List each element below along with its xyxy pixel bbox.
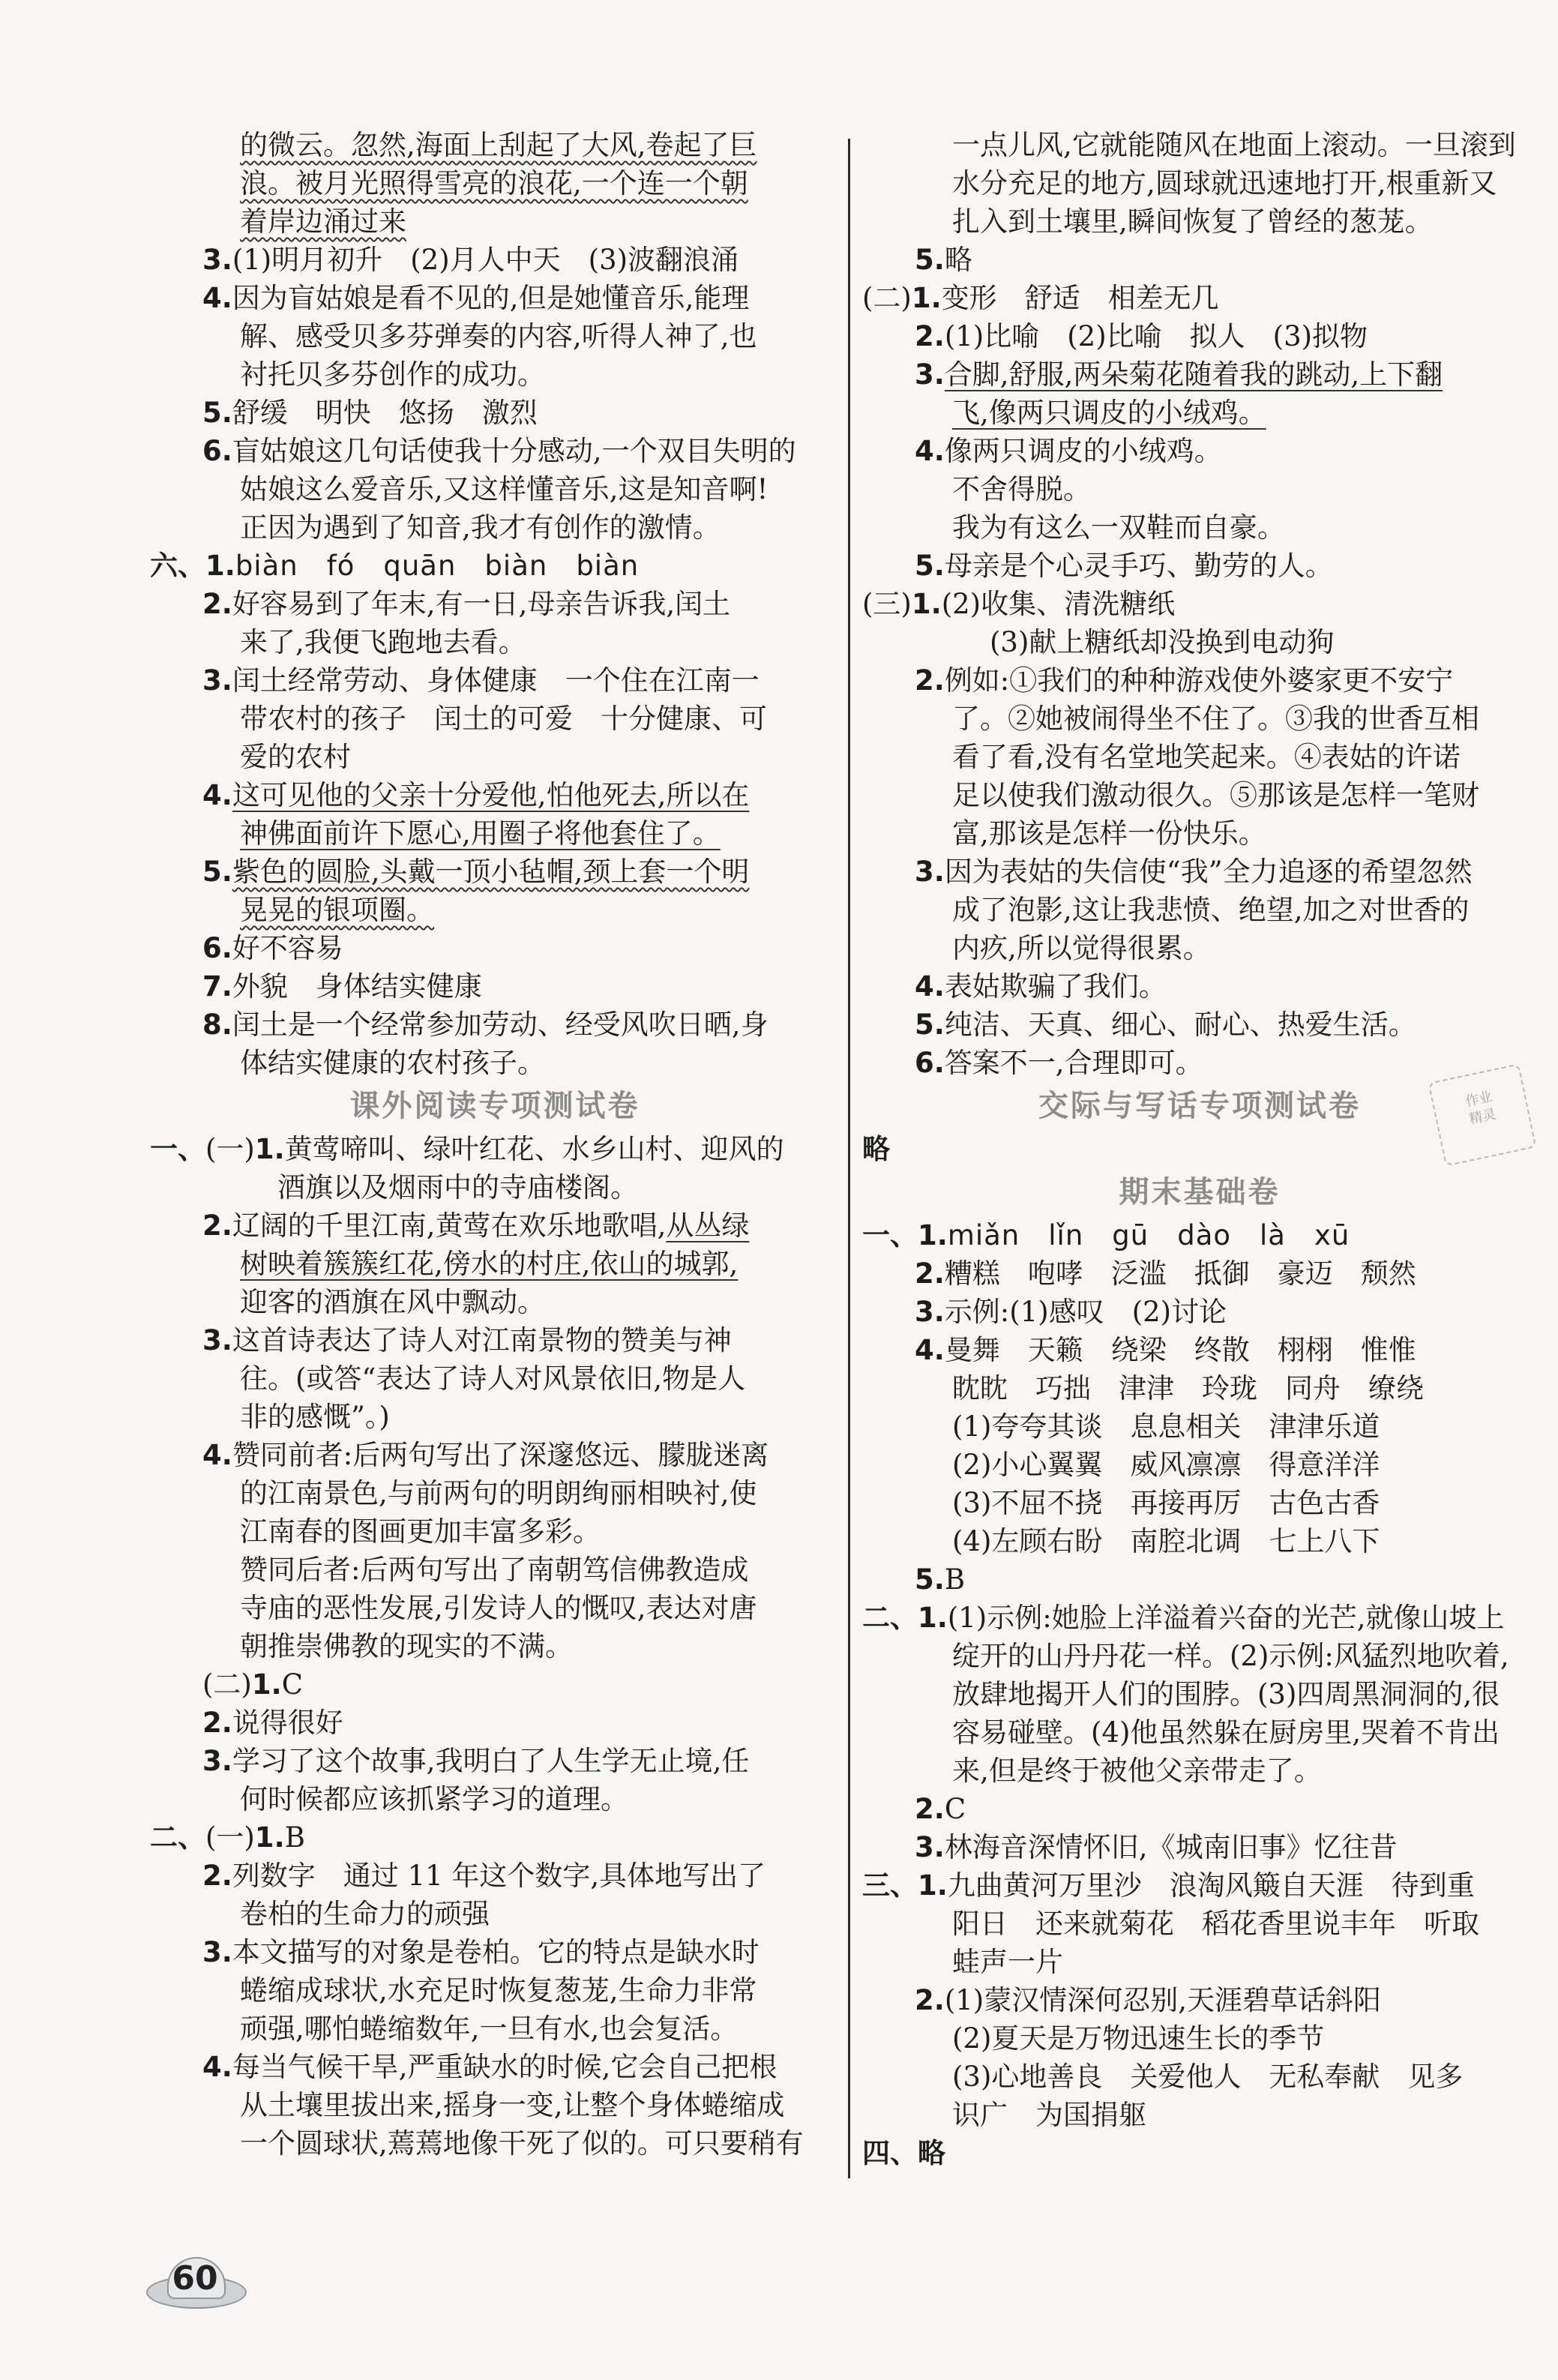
answer-text: 变形 舒适 相差无几 <box>941 282 1219 314</box>
item-number: 6. <box>915 1047 945 1079</box>
answer-line <box>150 1857 840 1895</box>
answer-text: 迎客的酒旗在风中飘动。 <box>240 1286 545 1318</box>
answer-text: 答案不一,合理即可。 <box>944 1047 1203 1079</box>
item-number: 5. <box>915 244 945 276</box>
answer-text: 合脚,舒服,两朵菊花随着我的跳动,上下翻 <box>944 358 1443 391</box>
answer-text: 的微云。忽然,海面上刮起了大风,卷起了巨 <box>240 129 757 161</box>
answer-text: 赞同前者:后两句写出了深邃悠远、朦胧迷离 <box>232 1439 769 1471</box>
item-number: 3. <box>202 1324 232 1356</box>
answer-line <box>150 470 840 508</box>
answer-line <box>150 585 840 623</box>
answer-line <box>862 1637 1537 1675</box>
column-divider <box>848 139 850 2178</box>
section-heading: 期末基础卷 <box>1119 1175 1281 1209</box>
answer-line <box>862 2096 1537 2134</box>
answer-text: 富,那该是怎样一份快乐。 <box>952 817 1266 850</box>
answer-line <box>862 1369 1537 1407</box>
answer-line <box>862 1560 1537 1599</box>
answer-text: 非的感慨”。) <box>240 1401 390 1433</box>
answer-line <box>150 1006 840 1044</box>
answer-line <box>862 776 1537 814</box>
answer-text: 体结实健康的农村孩子。 <box>240 1047 545 1079</box>
item-number: 5. <box>202 856 232 888</box>
answer-text: 往。(或答“表达了诗人对风景依旧,物是人 <box>240 1362 746 1395</box>
answer-text: 例如:①我们的种种游戏使外婆家更不安宁 <box>944 664 1454 697</box>
answer-text: 晃晃的银项圈。 <box>240 894 434 926</box>
answer-line <box>150 241 840 279</box>
answer-text: 一个圆球状,蔫蔫地像干死了似的。可只要稍有 <box>240 2127 804 2160</box>
item-number: 四、略 <box>862 2137 945 2169</box>
answer-line <box>862 1866 1537 1905</box>
answer-text: 蛙声一片 <box>952 1946 1063 1978</box>
answer-text: 解、感受贝多芬弹奏的内容,听得人神了,也 <box>240 320 757 352</box>
answer-text: 成了泡影,这让我悲愤、绝望,加之对世香的 <box>952 894 1470 926</box>
answer-line <box>862 547 1537 585</box>
answer-text: (2)收集、清洗糖纸 <box>941 588 1176 620</box>
stamp-line: 精灵 <box>1467 1106 1498 1128</box>
answer-line <box>150 1321 840 1359</box>
answer-line <box>150 1665 840 1704</box>
item-number: 六、1. <box>150 550 235 582</box>
item-number: 5. <box>915 1563 945 1596</box>
item-number: 3. <box>202 664 232 697</box>
item-number: 略 <box>862 1133 890 1165</box>
stamp-line: 作业 <box>1464 1088 1494 1110</box>
answer-line <box>862 1006 1537 1044</box>
answer-text: 闰土经常劳动、身体健康 一个住在江南一 <box>232 664 760 697</box>
answer-line <box>862 1905 1537 1943</box>
answer-text: 着岸边涌过来 <box>240 205 406 238</box>
answer-line <box>150 1512 840 1551</box>
answer-line <box>862 2058 1537 2096</box>
item-number: 4. <box>202 779 232 811</box>
answer-line <box>862 432 1537 470</box>
answer-line <box>862 1752 1537 1790</box>
answer-text: (2)夏天是万物迅速生长的季节 <box>952 2022 1325 2055</box>
item-number: 5. <box>202 397 232 429</box>
item-number: 8. <box>202 1009 232 1041</box>
answer-text: 卷柏的生命力的顽强 <box>240 1898 490 1930</box>
answer-text: 不舍得脱。 <box>952 473 1091 505</box>
answer-line <box>862 738 1537 776</box>
answer-line <box>150 164 840 202</box>
answer-text: 因为盲姑娘是看不见的,但是她懂音乐,能理 <box>232 282 750 314</box>
answer-line <box>862 164 1537 202</box>
answer-text: 蜷缩成球状,水充足时恢复葱茏,生命力非常 <box>240 1974 757 2007</box>
answer-text: 江南春的图画更加丰富多彩。 <box>240 1515 601 1548</box>
answer-text: 来,但是终于被他父亲带走了。 <box>952 1755 1322 1787</box>
answer-text: 了。②她被闹得坐不住了。③我的世香互相 <box>952 703 1479 735</box>
answer-line <box>862 1130 1537 1168</box>
answer-line <box>862 241 1537 279</box>
item-number: 3. <box>915 856 945 888</box>
answer-line <box>862 1407 1537 1446</box>
answer-text: 闰土是一个经常参加劳动、经受风吹日晒,身 <box>232 1009 769 1041</box>
answer-line <box>150 1130 840 1168</box>
answer-text: 说得很好 <box>232 1707 343 1739</box>
answer-line <box>862 279 1537 317</box>
item-number: 2. <box>915 1793 945 1825</box>
answer-text: 识广 为国捐躯 <box>952 2099 1146 2131</box>
answer-text: 姑娘这么爱音乐,又这样懂音乐,这是知音啊! <box>240 473 769 505</box>
answer-text: 辽阔的千里江南,黄莺在欢乐地歌唱, <box>232 1209 667 1242</box>
answer-text: 正因为遇到了知音,我才有创作的激情。 <box>240 511 721 544</box>
item-number: 3. <box>915 1296 945 1328</box>
answer-text: 寺庙的恶性发展,引发诗人的慨叹,表达对唐 <box>240 1592 757 1624</box>
item-number: 5. <box>915 1009 945 1041</box>
answer-line <box>150 1704 840 1742</box>
item-number: 4. <box>915 1334 945 1366</box>
answer-text: 内疚,所以觉得很累。 <box>952 932 1211 964</box>
answer-text: 九曲黄河万里沙 浪淘风簸自天涯 待到重 <box>947 1869 1475 1902</box>
answer-line <box>862 661 1537 700</box>
answer-line <box>862 317 1537 355</box>
item-number: 3. <box>915 1831 945 1863</box>
item-number: 一、 <box>150 1133 205 1165</box>
answer-line <box>862 967 1537 1006</box>
answer-text: 从丛绿 <box>666 1209 750 1242</box>
answer-line <box>862 700 1537 738</box>
answer-text: (一) <box>205 1821 255 1854</box>
answer-text: 好不容易 <box>232 932 343 964</box>
item-number: 2. <box>915 320 945 352</box>
item-number: 一、1. <box>862 1219 948 1251</box>
answer-text: 列数字 通过 11 年这个数字,具体地写出了 <box>232 1860 766 1892</box>
item-number: 1. <box>911 282 942 314</box>
answer-line <box>150 508 840 547</box>
answer-line <box>862 394 1537 432</box>
answer-text: 一点儿风,它就能随风在地面上滚动。一旦滚到 <box>952 129 1516 161</box>
answer-line <box>862 1254 1537 1293</box>
answer-line <box>150 317 840 355</box>
item-number: 6. <box>202 932 232 964</box>
answer-line <box>862 1599 1537 1637</box>
answer-text: 因为表姑的失信使“我”全力追逐的希望忽然 <box>944 856 1473 888</box>
answer-text: 从土壤里拔出来,摇身一变,让整个身体蜷缩成 <box>240 2089 785 2121</box>
answer-line <box>862 2019 1537 2058</box>
answer-text: 母亲是个心灵手巧、勤劳的人。 <box>944 550 1333 582</box>
item-number: 3. <box>202 244 232 276</box>
item-number: 2. <box>202 588 232 620</box>
answer-line <box>150 2010 840 2048</box>
answer-text: 带农村的孩子 闰土的可爱 十分健康、可 <box>240 703 767 735</box>
answer-line <box>862 1044 1537 1082</box>
answer-text: (二) <box>202 1668 252 1701</box>
answer-line <box>862 126 1537 164</box>
answer-line <box>862 1216 1537 1254</box>
answer-line <box>150 1551 840 1589</box>
answer-text: (4)左顾右盼 南腔北调 七上八下 <box>952 1525 1380 1557</box>
answer-text: 表姑欺骗了我们。 <box>944 970 1167 1003</box>
answer-line <box>150 2086 840 2124</box>
answer-line <box>150 738 840 776</box>
answer-line <box>150 1359 840 1398</box>
answer-text: 学习了这个故事,我明白了人生学无止境,任 <box>232 1745 750 1777</box>
answer-line <box>150 394 840 432</box>
answer-text: 酒旗以及烟雨中的寺庙楼阁。 <box>277 1171 638 1203</box>
answer-line <box>862 623 1537 661</box>
answer-line <box>150 700 840 738</box>
answer-line <box>150 1398 840 1436</box>
answer-line <box>862 2134 1537 2172</box>
answer-text: 放肆地揭开人们的围脖。(3)四周黑洞洞的,很 <box>952 1678 1500 1710</box>
page-number: 60 <box>172 2259 218 2298</box>
answer-text: 来了,我便飞跑地去看。 <box>240 626 526 658</box>
answer-line <box>862 814 1537 853</box>
answer-line <box>150 661 840 700</box>
item-number: 二、 <box>150 1821 205 1854</box>
answer-line <box>150 1971 840 2010</box>
answer-text: 好容易到了年末,有一日,母亲告诉我,闰土 <box>232 588 731 620</box>
answer-text: 足以使我们激动很久。⑤那该是怎样一笔财 <box>952 779 1479 811</box>
item-number: 3. <box>915 358 945 391</box>
answer-text: 朝推崇佛教的现实的不满。 <box>240 1630 573 1662</box>
answer-text: 飞,像两只调皮的小绒鸡。 <box>952 397 1266 429</box>
answer-text: 眈眈 巧拙 津津 玲珑 同舟 缭绕 <box>952 1372 1424 1404</box>
answer-text: (1)明月初升 (2)月人中天 (3)波翻浪涌 <box>232 244 739 276</box>
answer-line <box>862 1331 1537 1369</box>
answer-line <box>150 1168 840 1206</box>
answer-line <box>150 1436 840 1474</box>
item-number: 1. <box>254 1821 285 1854</box>
answer-text: 这首诗表达了诗人对江南景物的赞美与神 <box>232 1324 732 1356</box>
answer-line <box>150 1283 840 1321</box>
answer-text: (1)蒙汉情深何忍别,天涯碧草话斜阳 <box>944 1984 1381 2016</box>
answer-line <box>862 1522 1537 1560</box>
page-number-badge <box>139 2253 251 2321</box>
left-column <box>150 126 840 2163</box>
item-number: 2. <box>915 1984 945 2016</box>
answer-line <box>150 1818 840 1857</box>
answer-text: 何时候都应该抓紧学习的道理。 <box>240 1783 628 1815</box>
answer-line <box>862 853 1537 891</box>
answer-line <box>150 1895 840 1933</box>
item-number: 4. <box>202 1439 232 1471</box>
answer-text: 纯洁、天真、细心、耐心、热爱生活。 <box>944 1009 1416 1041</box>
answer-text: 舒缓 明快 悠扬 激烈 <box>232 397 538 429</box>
answer-line <box>150 2048 840 2086</box>
item-number: 1. <box>911 588 942 620</box>
item-number: 4. <box>915 970 945 1003</box>
answer-text: 糟糕 咆哮 泛滥 抵御 豪迈 颓然 <box>944 1257 1416 1290</box>
answer-line <box>150 279 840 317</box>
answer-line <box>150 1245 840 1283</box>
section-heading: 课外阅读专项测试卷 <box>349 1089 640 1123</box>
answer-text: 神佛面前许下愿心,用圈子将他套住了。 <box>240 817 721 850</box>
item-number: 1. <box>254 1133 285 1165</box>
answer-line <box>150 1206 840 1245</box>
answer-line <box>862 1446 1537 1484</box>
answer-text: (3)心地善良 关爱他人 无私奉献 见多 <box>952 2061 1464 2093</box>
item-number: 二、1. <box>862 1602 948 1634</box>
answer-line <box>150 547 840 585</box>
answer-line <box>862 470 1537 508</box>
answer-line <box>862 355 1537 394</box>
answer-line <box>150 126 840 164</box>
answer-text: 看了看,没有名堂地笑起来。④表姑的许诺 <box>952 741 1461 773</box>
item-number: 2. <box>202 1860 232 1892</box>
answer-text: 本文描写的对象是卷柏。它的特点是缺水时 <box>232 1936 760 1968</box>
answer-text: 曼舞 天籁 绕梁 终散 栩栩 惟惟 <box>944 1334 1416 1366</box>
answer-text: 外貌 身体结实健康 <box>232 970 482 1003</box>
answer-text: 这可见他的父亲十分爱他,怕他死去,所以在 <box>232 779 750 811</box>
answer-line <box>150 1627 840 1665</box>
answer-text: 衬托贝多芬创作的成功。 <box>240 358 545 391</box>
answer-line <box>150 814 840 853</box>
answer-line <box>862 1293 1537 1331</box>
right-column <box>862 126 1537 2172</box>
answer-line <box>150 776 840 814</box>
item-number: 3. <box>202 1936 232 1968</box>
answer-text: miǎn lǐn gū dào là xū <box>947 1219 1350 1251</box>
answer-line <box>150 1044 840 1082</box>
answer-text: 的江南景色,与前两句的明朗绚丽相映衬,使 <box>240 1477 757 1509</box>
answer-line <box>150 853 840 891</box>
answer-line <box>150 432 840 470</box>
answer-text: 扎入到土壤里,瞬间恢复了曾经的葱茏。 <box>952 205 1433 238</box>
answer-line <box>862 891 1537 929</box>
answer-text: C <box>281 1668 303 1701</box>
answer-text: 紫色的圆脸,头戴一顶小毡帽,颈上套一个明 <box>232 856 750 888</box>
answer-line <box>150 202 840 241</box>
answer-line <box>150 1474 840 1512</box>
item-number: 1. <box>251 1668 282 1701</box>
answer-text: 我为有这么一双鞋而自豪。 <box>952 511 1285 544</box>
answer-line <box>150 623 840 661</box>
item-number: 2. <box>915 664 945 697</box>
answer-text: (3)不屈不挠 再接再厉 古色古香 <box>952 1487 1380 1519</box>
answer-line <box>862 1713 1537 1752</box>
item-number: 6. <box>202 435 232 467</box>
answer-line <box>150 891 840 929</box>
answer-text: 顽强,哪怕蜷缩数年,一旦有水,也会复活。 <box>240 2013 739 2045</box>
answer-line <box>150 2124 840 2163</box>
answer-line <box>862 508 1537 547</box>
answer-text: (1)示例:她脸上洋溢着兴奋的光芒,就像山坡上 <box>947 1602 1505 1634</box>
item-number: 2. <box>915 1257 945 1290</box>
answer-text: 阳日 还来就菊花 稻花香里说丰年 听取 <box>952 1908 1479 1940</box>
answer-line <box>150 355 840 394</box>
item-number: 2. <box>202 1707 232 1739</box>
answer-line <box>862 1943 1537 1981</box>
answer-text: B <box>284 1821 305 1854</box>
answer-line <box>862 1484 1537 1522</box>
answer-text: 浪。被月光照得雪亮的浪花,一个连一个朝 <box>240 167 748 199</box>
answer-line <box>862 202 1537 241</box>
answer-line <box>862 1828 1537 1866</box>
answer-text: 赞同后者:后两句写出了南朝笃信佛教造成 <box>240 1554 749 1586</box>
item-number: 4. <box>915 435 945 467</box>
answer-line <box>862 1675 1537 1713</box>
answer-text: 略 <box>944 244 972 276</box>
answer-text: 林海音深情怀旧,《城南旧事》忆往昔 <box>944 1831 1398 1863</box>
answer-text: C <box>944 1793 966 1825</box>
answer-text: (一) <box>205 1133 255 1165</box>
answer-text: B <box>944 1563 966 1596</box>
answer-text: 树映着簇簇红花,傍水的村庄,依山的城郭, <box>240 1248 739 1280</box>
answer-text: 爱的农村 <box>240 741 351 773</box>
answer-text: 每当气候干旱,严重缺水的时候,它会自己把根 <box>232 2051 778 2083</box>
answer-line <box>150 1589 840 1627</box>
section-heading: 交际与写话专项测试卷 <box>1038 1089 1361 1123</box>
answer-text: 示例:(1)感叹 (2)讨论 <box>944 1296 1227 1328</box>
answer-text: 黄莺啼叫、绿叶红花、水乡山村、迎风的 <box>284 1133 784 1165</box>
answer-text: 绽开的山丹丹花一样。(2)示例:风猛烈地吹着, <box>952 1640 1509 1672</box>
answer-line <box>150 1933 840 1971</box>
answer-text: 水分充足的地方,圆球就迅速地打开,根重新又 <box>952 167 1497 199</box>
answer-text: (2)小心翼翼 威风凛凛 得意洋洋 <box>952 1449 1380 1481</box>
answer-text: (三) <box>862 588 912 620</box>
answer-line <box>862 929 1537 967</box>
answer-text: biàn fó quān biàn biàn <box>235 550 640 582</box>
answer-text: 盲姑娘这几句话使我十分感动,一个双目失明的 <box>232 435 796 467</box>
answer-text: 容易碰壁。(4)他虽然躲在厨房里,哭着不肯出 <box>952 1716 1500 1749</box>
item-number: 3. <box>202 1745 232 1777</box>
answer-line <box>862 1790 1537 1828</box>
answer-text: (1)比喻 (2)比喻 拟人 (3)拟物 <box>944 320 1368 352</box>
answer-text: (二) <box>862 282 912 314</box>
answer-line <box>862 585 1537 623</box>
answer-line <box>150 1780 840 1818</box>
answer-text: (3)献上糖纸却没换到电动狗 <box>990 626 1335 658</box>
item-number: 4. <box>202 2051 232 2083</box>
answer-line <box>150 929 840 967</box>
answer-line <box>150 967 840 1006</box>
item-number: 7. <box>202 970 232 1003</box>
answer-line <box>150 1742 840 1780</box>
answer-text: 像两只调皮的小绒鸡。 <box>944 435 1222 467</box>
item-number: 5. <box>915 550 945 582</box>
item-number: 4. <box>202 282 232 314</box>
item-number: 三、1. <box>862 1869 948 1902</box>
answer-line <box>862 1981 1537 2019</box>
answer-text: (1)夸夸其谈 息息相关 津津乐道 <box>952 1410 1380 1443</box>
item-number: 2. <box>202 1209 232 1242</box>
